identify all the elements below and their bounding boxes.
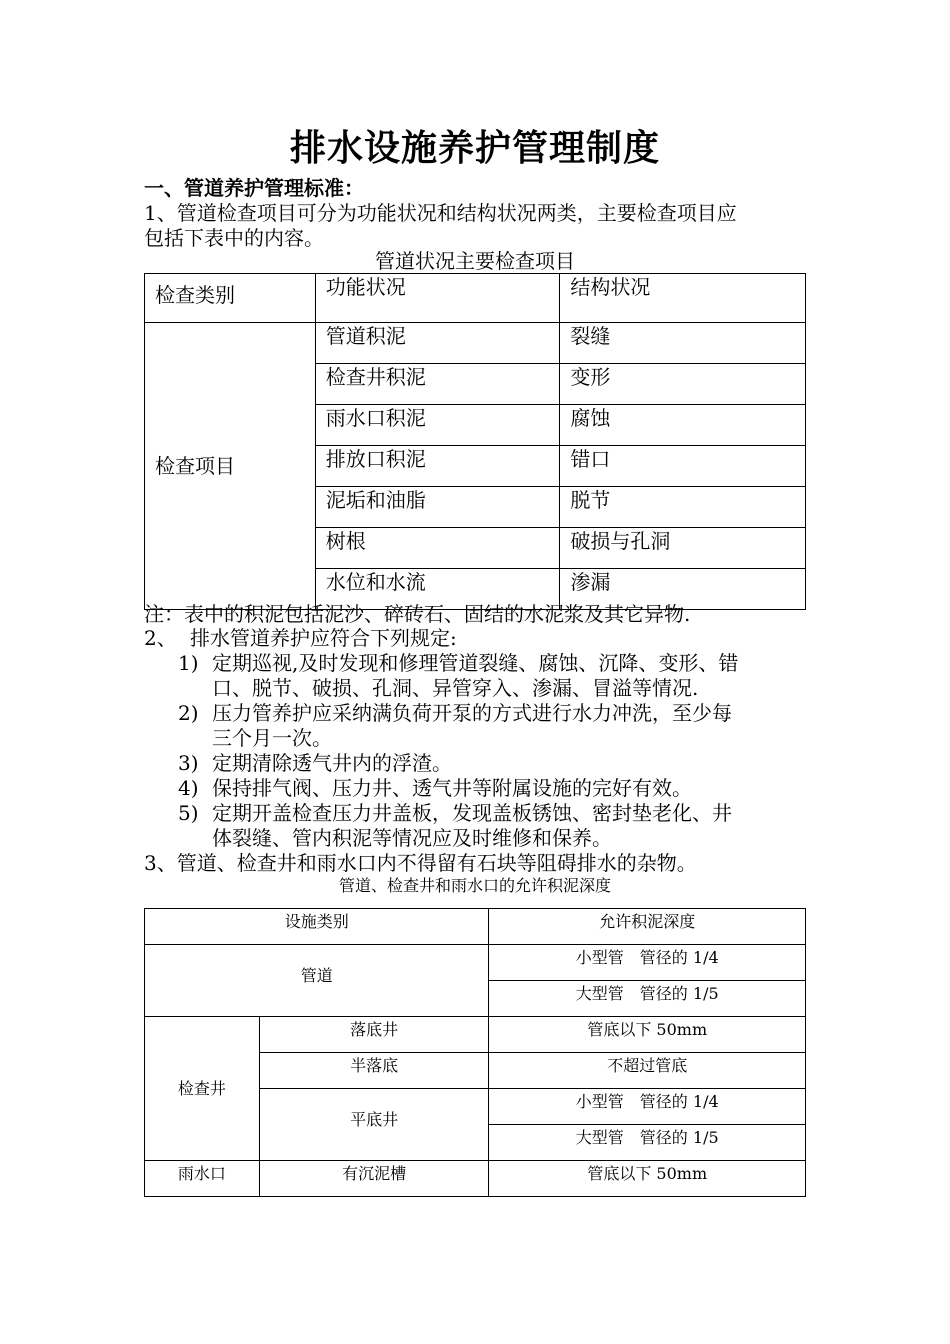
sub-item-text: 三个月一次。 — [212, 726, 332, 750]
table-cell: 泥垢和油脂 — [315, 487, 560, 528]
table-cell: 有沉泥槽 — [259, 1161, 489, 1197]
row-label-cell: 检查项目 — [145, 323, 316, 610]
table-cell: 脱节 — [560, 487, 806, 528]
table-row — [145, 945, 806, 981]
table-cell: 半落底 — [259, 1053, 489, 1089]
table-cell: 裂缝 — [560, 323, 806, 364]
inspection-items-table — [144, 273, 806, 610]
table-cell: 小型管 管径的 1/4 — [489, 945, 806, 981]
table-header-cell: 设施类别 — [145, 909, 489, 945]
list-item-3: 3、管道、检查井和雨水口内不得留有石块等阻碍排水的杂物。 — [144, 851, 697, 875]
table-cell: 管底以下 50mm — [489, 1161, 806, 1197]
table-cell: 不超过管底 — [489, 1053, 806, 1089]
sludge-depth-table — [144, 908, 806, 1197]
table-cell: 大型管 管径的 1/5 — [489, 981, 806, 1017]
table-cell: 渗漏 — [560, 569, 806, 610]
table-cell: 大型管 管径的 1/5 — [489, 1125, 806, 1161]
sub-item-text: 定期开盖检查压力井盖板，发现盖板锈蚀、密封垫老化、井 — [212, 801, 732, 825]
table2-caption: 管道、检查井和雨水口的允许积泥深度 — [338, 876, 611, 895]
table-cell: 水位和水流 — [315, 569, 560, 610]
sub-item-text: 压力管养护应采纳满负荷开泵的方式进行水力冲洗，至少每 — [212, 701, 732, 725]
table1-caption: 管道状况主要检查项目 — [375, 249, 575, 273]
sub-item-number: 4) — [178, 776, 199, 800]
sub-item-number: 2) — [178, 701, 199, 725]
table-cell: 检查井积泥 — [315, 364, 560, 405]
table-cell: 排放口积泥 — [315, 446, 560, 487]
table-row — [145, 1017, 806, 1053]
table-cell: 破损与孔洞 — [560, 528, 806, 569]
sub-item-text: 保持排气阀、压力井、透气井等附属设施的完好有效。 — [212, 776, 692, 800]
paragraph-line: 包括下表中的内容。 — [144, 226, 324, 250]
table-cell: 落底井 — [259, 1017, 489, 1053]
list-item-number: 2、 — [144, 626, 177, 650]
sub-item-text: 定期清除透气井内的浮渣。 — [212, 751, 452, 775]
sub-item-number: 1) — [178, 651, 199, 675]
table-cell: 管底以下 50mm — [489, 1017, 806, 1053]
sub-item-text: 定期巡视,及时发现和修理管道裂缝、腐蚀、沉降、变形、错 — [212, 651, 739, 675]
sub-item-text: 体裂缝、管内积泥等情况应及时维修和保养。 — [212, 826, 612, 850]
sub-item-number: 3) — [178, 751, 199, 775]
table-header-cell: 允许积泥深度 — [489, 909, 806, 945]
table-cell: 管道 — [145, 945, 489, 1017]
paragraph-line: 1、管道检查项目可分为功能状况和结构状况两类，主要检查项目应 — [144, 201, 737, 225]
table-note: 注：表中的积泥包括泥沙、碎砖石、固结的水泥浆及其它异物. — [144, 602, 691, 626]
table-header-row — [145, 274, 806, 323]
table-cell: 检查井 — [145, 1017, 260, 1161]
section-heading: 一、管道养护管理标准： — [144, 176, 364, 200]
table-cell: 平底井 — [259, 1089, 489, 1161]
table-header-cell: 检查类别 — [145, 274, 316, 323]
sub-item-number: 5) — [178, 801, 199, 825]
table-header-cell: 结构状况 — [560, 274, 806, 323]
table-cell: 管道积泥 — [315, 323, 560, 364]
table-cell: 小型管 管径的 1/4 — [489, 1089, 806, 1125]
table-cell: 错口 — [560, 446, 806, 487]
page-title: 排水设施养护管理制度 — [289, 128, 660, 169]
table-header-row — [145, 909, 806, 945]
table-row — [145, 323, 806, 364]
table-cell: 变形 — [560, 364, 806, 405]
table-cell: 雨水口积泥 — [315, 405, 560, 446]
list-item-text: 排水管道养护应符合下列规定: — [190, 626, 457, 650]
table-cell: 腐蚀 — [560, 405, 806, 446]
table-cell: 树根 — [315, 528, 560, 569]
table-header-cell: 功能状况 — [315, 274, 560, 323]
table-cell: 雨水口 — [145, 1161, 260, 1197]
sub-item-text: 口、脱节、破损、孔洞、异管穿入、渗漏、冒溢等情况. — [212, 676, 699, 700]
table-row — [145, 1161, 806, 1197]
